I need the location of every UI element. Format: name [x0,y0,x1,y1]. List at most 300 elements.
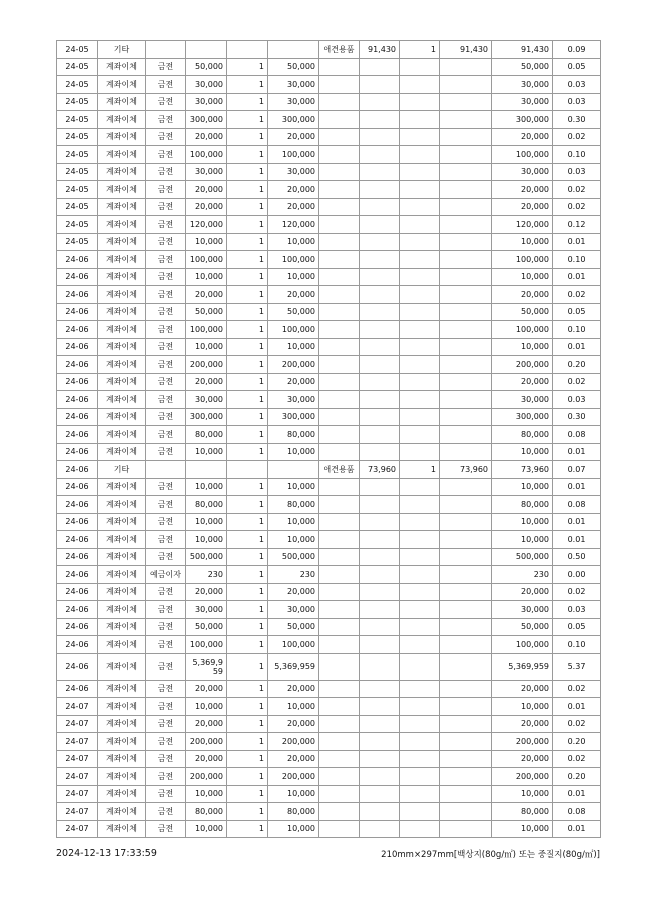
cell-qty2 [400,803,440,821]
cell-category [319,566,360,584]
cell-subtype: 금전 [146,268,186,286]
cell-ratio: 0.05 [553,58,601,76]
cell-amount: 10,000 [186,820,227,838]
cell-total: 300,000 [268,111,319,129]
cell-amount: 120,000 [186,216,227,234]
cell-ratio: 0.02 [553,680,601,698]
cell-total2 [440,181,492,199]
cell-qty [227,461,268,479]
cell-ratio: 0.03 [553,601,601,619]
table-row [57,636,601,654]
cell-qty: 1 [227,76,268,94]
cell-total2 [440,443,492,461]
table-row [57,356,601,374]
cell-amount: 10,000 [186,233,227,251]
cell-type: 계좌이체 [98,338,146,356]
cell-type: 계좌이체 [98,233,146,251]
cell-amount2 [360,76,400,94]
cell-sum: 20,000 [492,128,553,146]
cell-sum: 20,000 [492,181,553,199]
cell-ratio: 0.08 [553,426,601,444]
cell-subtype: 금전 [146,58,186,76]
cell-subtype: 금전 [146,181,186,199]
cell-date: 24-06 [57,601,98,619]
cell-type: 계좌이체 [98,443,146,461]
cell-total2 [440,303,492,321]
cell-amount2 [360,513,400,531]
cell-amount: 50,000 [186,58,227,76]
cell-total: 230 [268,566,319,584]
cell-total: 50,000 [268,303,319,321]
cell-date: 24-07 [57,803,98,821]
cell-qty: 1 [227,286,268,304]
cell-type: 계좌이체 [98,181,146,199]
cell-qty: 1 [227,513,268,531]
cell-amount2 [360,733,400,751]
cell-subtype: 금전 [146,391,186,409]
cell-date: 24-06 [57,513,98,531]
cell-total2 [440,373,492,391]
table-row [57,128,601,146]
cell-subtype: 금전 [146,373,186,391]
cell-date: 24-06 [57,356,98,374]
cell-qty2 [400,286,440,304]
cell-type: 계좌이체 [98,583,146,601]
cell-date: 24-06 [57,443,98,461]
table-row [57,391,601,409]
table-row [57,680,601,698]
cell-qty: 1 [227,338,268,356]
cell-subtype: 금전 [146,321,186,339]
cell-total: 100,000 [268,321,319,339]
cell-date: 24-07 [57,768,98,786]
cell-ratio: 0.03 [553,391,601,409]
cell-type: 계좌이체 [98,618,146,636]
cell-amount: 20,000 [186,680,227,698]
cell-category [319,750,360,768]
cell-amount2 [360,128,400,146]
table-row [57,698,601,716]
cell-sum: 80,000 [492,496,553,514]
cell-type: 계좌이체 [98,111,146,129]
cell-qty: 1 [227,216,268,234]
cell-qty: 1 [227,548,268,566]
cell-amount: 300,000 [186,408,227,426]
cell-qty2 [400,768,440,786]
cell-type: 계좌이체 [98,268,146,286]
cell-type: 계좌이체 [98,566,146,584]
cell-ratio: 0.02 [553,286,601,304]
cell-type: 계좌이체 [98,785,146,803]
cell-sum: 50,000 [492,618,553,636]
cell-category: 애견용품 [319,41,360,59]
cell-sum: 500,000 [492,548,553,566]
cell-type: 계좌이체 [98,198,146,216]
cell-ratio: 0.10 [553,251,601,269]
cell-category [319,768,360,786]
cell-sum: 100,000 [492,321,553,339]
cell-subtype: 금전 [146,698,186,716]
cell-subtype: 금전 [146,803,186,821]
cell-sum: 20,000 [492,198,553,216]
cell-date: 24-07 [57,715,98,733]
cell-subtype: 금전 [146,478,186,496]
cell-date: 24-05 [57,41,98,59]
cell-amount: 500,000 [186,548,227,566]
cell-subtype: 금전 [146,513,186,531]
cell-total2 [440,698,492,716]
cell-type: 계좌이체 [98,216,146,234]
cell-category [319,803,360,821]
cell-qty2 [400,338,440,356]
table-row [57,181,601,199]
cell-date: 24-06 [57,373,98,391]
cell-type: 계좌이체 [98,496,146,514]
cell-qty: 1 [227,321,268,339]
cell-total: 10,000 [268,338,319,356]
cell-subtype: 금전 [146,548,186,566]
cell-qty: 1 [227,356,268,374]
cell-total: 20,000 [268,128,319,146]
cell-category [319,548,360,566]
table-row [57,93,601,111]
cell-qty: 1 [227,715,268,733]
table-row [57,496,601,514]
cell-amount2 [360,251,400,269]
cell-qty2 [400,636,440,654]
cell-type: 계좌이체 [98,391,146,409]
cell-amount2 [360,653,400,680]
cell-date: 24-05 [57,128,98,146]
cell-category [319,426,360,444]
cell-type: 기타 [98,41,146,59]
cell-sum: 200,000 [492,733,553,751]
cell-amount2: 73,960 [360,461,400,479]
cell-qty: 1 [227,601,268,619]
cell-date: 24-06 [57,391,98,409]
cell-total: 500,000 [268,548,319,566]
cell-subtype: 금전 [146,286,186,304]
cell-subtype: 금전 [146,680,186,698]
cell-ratio: 0.30 [553,111,601,129]
table-row [57,286,601,304]
cell-qty: 1 [227,268,268,286]
cell-subtype [146,41,186,59]
cell-sum: 30,000 [492,76,553,94]
cell-subtype: 금전 [146,356,186,374]
cell-date: 24-06 [57,303,98,321]
table-row [57,513,601,531]
cell-ratio: 0.01 [553,785,601,803]
cell-qty: 1 [227,820,268,838]
cell-total2 [440,93,492,111]
cell-category [319,338,360,356]
cell-qty2 [400,715,440,733]
cell-qty: 1 [227,636,268,654]
cell-qty: 1 [227,750,268,768]
print-timestamp: 2024-12-13 17:33:59 [56,848,157,859]
cell-qty2 [400,251,440,269]
cell-qty: 1 [227,181,268,199]
cell-category [319,583,360,601]
cell-qty2 [400,111,440,129]
cell-amount: 20,000 [186,128,227,146]
cell-qty: 1 [227,251,268,269]
cell-amount: 80,000 [186,496,227,514]
cell-ratio: 0.02 [553,198,601,216]
cell-amount2 [360,820,400,838]
cell-date: 24-06 [57,496,98,514]
cell-category: 애견용품 [319,461,360,479]
cell-total2 [440,268,492,286]
cell-subtype [146,461,186,479]
cell-date: 24-06 [57,461,98,479]
cell-amount: 30,000 [186,601,227,619]
cell-type: 계좌이체 [98,146,146,164]
cell-date: 24-06 [57,478,98,496]
cell-date: 24-06 [57,653,98,680]
table-row [57,111,601,129]
cell-total2 [440,146,492,164]
cell-qty2 [400,163,440,181]
cell-amount2 [360,286,400,304]
cell-qty: 1 [227,163,268,181]
cell-category [319,303,360,321]
cell-type: 계좌이체 [98,251,146,269]
cell-amount2 [360,338,400,356]
cell-total2 [440,163,492,181]
cell-amount: 230 [186,566,227,584]
cell-ratio: 0.10 [553,146,601,164]
cell-sum: 230 [492,566,553,584]
cell-sum: 10,000 [492,785,553,803]
cell-amount: 20,000 [186,373,227,391]
cell-ratio: 0.20 [553,733,601,751]
cell-qty2 [400,303,440,321]
cell-subtype: 금전 [146,76,186,94]
cell-subtype: 금전 [146,93,186,111]
cell-category [319,698,360,716]
cell-qty2 [400,618,440,636]
cell-date: 24-05 [57,163,98,181]
cell-sum: 73,960 [492,461,553,479]
cell-qty: 1 [227,93,268,111]
table-row [57,768,601,786]
cell-date: 24-07 [57,785,98,803]
cell-subtype: 금전 [146,408,186,426]
cell-qty2 [400,513,440,531]
cell-amount2 [360,356,400,374]
cell-qty2 [400,373,440,391]
cell-qty2 [400,268,440,286]
cell-ratio: 0.03 [553,76,601,94]
cell-type: 계좌이체 [98,531,146,549]
cell-sum: 50,000 [492,303,553,321]
cell-category [319,680,360,698]
cell-total2 [440,128,492,146]
cell-qty2 [400,146,440,164]
cell-amount2 [360,233,400,251]
cell-date: 24-06 [57,321,98,339]
cell-amount2 [360,198,400,216]
cell-total2 [440,653,492,680]
cell-sum: 100,000 [492,251,553,269]
cell-qty: 1 [227,58,268,76]
table-row [57,803,601,821]
cell-sum: 20,000 [492,750,553,768]
cell-type: 계좌이체 [98,93,146,111]
cell-qty: 1 [227,531,268,549]
cell-type: 계좌이체 [98,76,146,94]
cell-date: 24-06 [57,408,98,426]
cell-total2 [440,636,492,654]
cell-subtype: 금전 [146,768,186,786]
cell-ratio: 0.02 [553,583,601,601]
cell-ratio: 0.01 [553,820,601,838]
cell-qty: 1 [227,111,268,129]
cell-qty2 [400,198,440,216]
cell-amount: 20,000 [186,286,227,304]
cell-total: 200,000 [268,356,319,374]
table-row [57,303,601,321]
cell-type: 계좌이체 [98,286,146,304]
cell-total2 [440,750,492,768]
cell-amount2 [360,93,400,111]
table-row [57,58,601,76]
cell-qty2 [400,733,440,751]
cell-amount2 [360,146,400,164]
cell-amount2 [360,181,400,199]
table-row [57,531,601,549]
cell-amount: 5,369,959 [186,653,227,680]
cell-type: 계좌이체 [98,303,146,321]
cell-qty: 1 [227,496,268,514]
cell-sum: 10,000 [492,820,553,838]
cell-date: 24-05 [57,198,98,216]
cell-type: 계좌이체 [98,408,146,426]
cell-ratio: 0.50 [553,548,601,566]
cell-qty2 [400,233,440,251]
cell-total2 [440,566,492,584]
cell-amount2 [360,768,400,786]
cell-amount2 [360,496,400,514]
cell-category [319,820,360,838]
cell-ratio: 0.08 [553,496,601,514]
cell-total: 10,000 [268,513,319,531]
cell-amount [186,41,227,59]
cell-subtype: 금전 [146,583,186,601]
cell-qty: 1 [227,373,268,391]
table-row [57,583,601,601]
cell-qty: 1 [227,233,268,251]
cell-subtype: 금전 [146,146,186,164]
cell-category [319,601,360,619]
cell-total2: 91,430 [440,41,492,59]
cell-ratio: 0.01 [553,698,601,716]
cell-type: 계좌이체 [98,698,146,716]
cell-amount: 30,000 [186,76,227,94]
cell-sum: 91,430 [492,41,553,59]
cell-qty2 [400,58,440,76]
cell-sum: 10,000 [492,531,553,549]
cell-amount: 10,000 [186,478,227,496]
table-row [57,715,601,733]
cell-amount: 10,000 [186,268,227,286]
cell-subtype: 금전 [146,820,186,838]
cell-total2 [440,251,492,269]
cell-qty2 [400,750,440,768]
cell-category [319,321,360,339]
cell-amount: 200,000 [186,768,227,786]
cell-sum: 10,000 [492,233,553,251]
cell-sum: 30,000 [492,391,553,409]
cell-amount2 [360,698,400,716]
cell-ratio: 0.01 [553,233,601,251]
cell-amount2: 91,430 [360,41,400,59]
cell-subtype: 예금이자 [146,566,186,584]
table-row [57,146,601,164]
table-row [57,251,601,269]
cell-ratio: 0.12 [553,216,601,234]
cell-total: 20,000 [268,715,319,733]
cell-ratio: 0.05 [553,303,601,321]
cell-total: 20,000 [268,373,319,391]
cell-total2 [440,321,492,339]
cell-qty: 1 [227,768,268,786]
cell-ratio: 0.02 [553,715,601,733]
cell-qty: 1 [227,408,268,426]
cell-qty [227,41,268,59]
cell-qty2 [400,408,440,426]
cell-amount2 [360,601,400,619]
cell-qty2 [400,181,440,199]
cell-total2 [440,426,492,444]
cell-ratio: 0.20 [553,356,601,374]
cell-qty2 [400,566,440,584]
cell-amount2 [360,583,400,601]
cell-date: 24-05 [57,146,98,164]
cell-ratio: 0.01 [553,443,601,461]
cell-date: 24-07 [57,733,98,751]
table-row [57,408,601,426]
cell-category [319,653,360,680]
cell-subtype: 금전 [146,601,186,619]
cell-date: 24-06 [57,268,98,286]
cell-amount2 [360,680,400,698]
cell-qty2 [400,601,440,619]
cell-category [319,233,360,251]
cell-ratio: 0.08 [553,803,601,821]
table-row [57,566,601,584]
cell-total2 [440,58,492,76]
cell-total2 [440,286,492,304]
cell-total2 [440,785,492,803]
cell-category [319,163,360,181]
cell-subtype: 금전 [146,785,186,803]
cell-amount2 [360,373,400,391]
cell-category [319,356,360,374]
cell-qty: 1 [227,680,268,698]
cell-type: 계좌이체 [98,373,146,391]
cell-amount: 30,000 [186,163,227,181]
cell-total2 [440,618,492,636]
cell-amount2 [360,531,400,549]
cell-category [319,496,360,514]
cell-total2 [440,715,492,733]
cell-ratio: 0.01 [553,513,601,531]
cell-category [319,531,360,549]
cell-total: 10,000 [268,268,319,286]
